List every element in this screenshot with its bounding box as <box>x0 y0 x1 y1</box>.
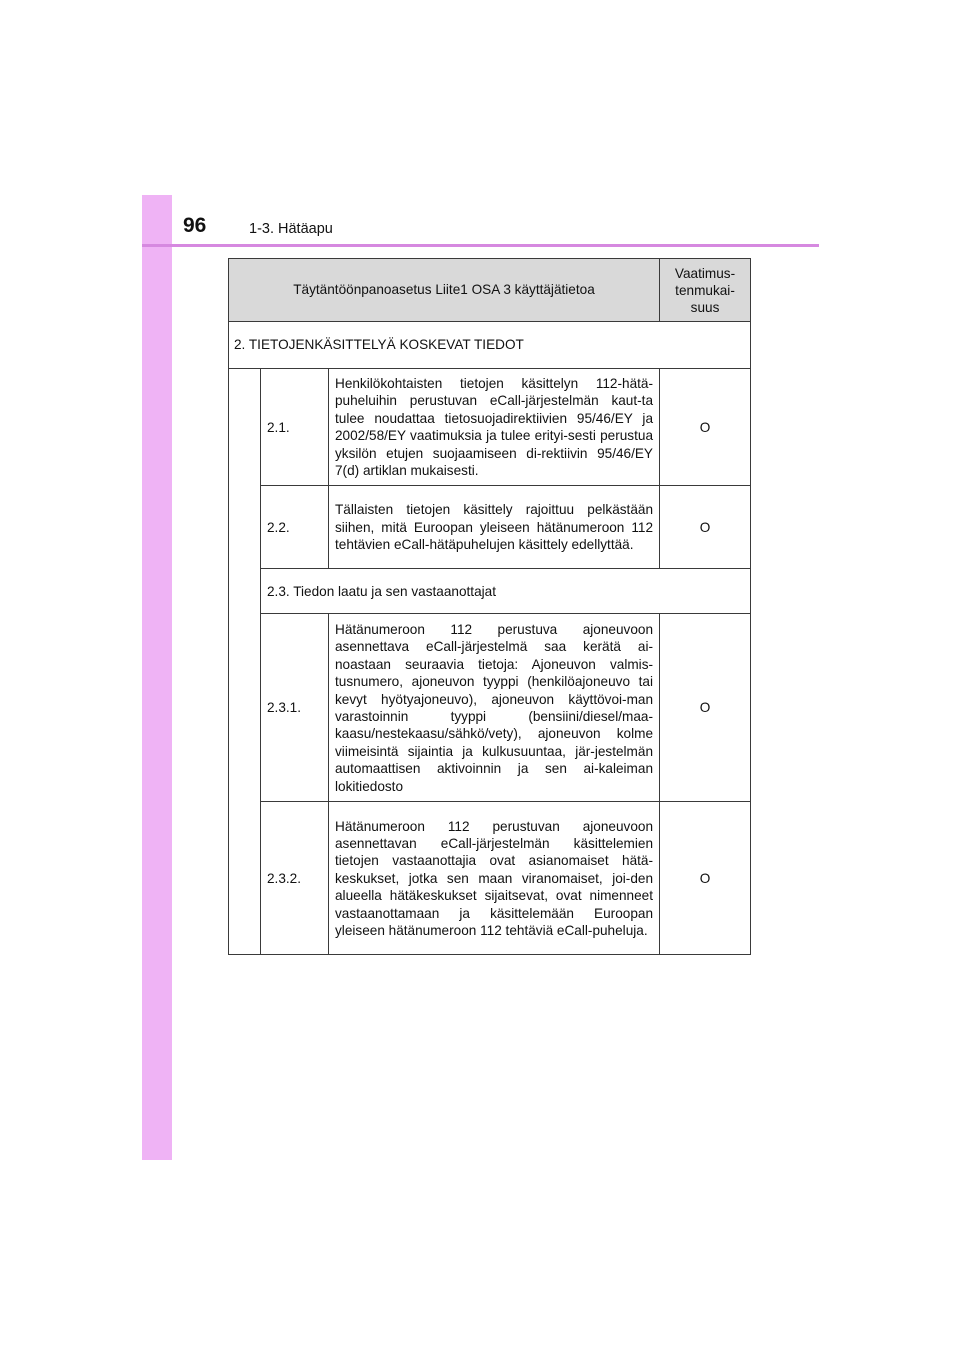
table-row <box>229 614 751 802</box>
section-heading: 2. TIETOJENKÄSITTELYÄ KOSKEVAT TIEDOT <box>229 322 751 369</box>
table-row <box>229 369 751 486</box>
row-description: Hätänumeroon 112 perustuva ajoneuvoon asennettava eCall-järjestelmä saa kerätä ai-noastaan seuraavia tietoja: Ajoneuvon valmis-tusnumero, ajoneuvon tyyppi (henkilöajoneuvo tai kevyt hyötyajoneuvo), ajoneuvon käyttövoi-man varastoinnin tyyppi (bensiini/diesel/maa-kaasu/nestekaasu/sähkö/vety), ajoneuvon kolme viimeisintä sijaintia ja kulkusuuntaa, jär-jestelmän automaattisen aktivoinnin ja sen ai-kaleiman lokitiedosto <box>329 614 660 802</box>
subsection-heading: 2.3. Tiedon laatu ja sen vastaanottajat <box>261 569 751 614</box>
indent-cell <box>229 369 261 955</box>
row-compliance: O <box>660 802 751 955</box>
requirements-table <box>228 258 751 955</box>
header-rule <box>142 244 819 247</box>
row-number: 2.3.1. <box>261 614 329 802</box>
row-number: 2.1. <box>261 369 329 486</box>
column-header-requirement: Täytäntöönpanoasetus Liite1 OSA 3 käyttäjätietoa <box>229 259 660 322</box>
table-row <box>229 486 751 569</box>
table-header-row <box>229 259 751 322</box>
subsection-row <box>229 569 751 614</box>
row-number: 2.2. <box>261 486 329 569</box>
row-compliance: O <box>660 614 751 802</box>
row-description: Henkilökohtaisten tietojen käsittelyn 112-hätä-puheluihin perustuvan eCall-järjestelmän kaut-ta tulee noudattaa tietosuojadirektiivien 95/46/EY ja 2002/58/EY vaatimuksia ja tulee erityi-sesti perustua yksilön etujen suojaamiseen di-rektiivin 95/46/EY 7(d) artiklan mukaisesti. <box>329 369 660 486</box>
section-title: 1-3. Hätäapu <box>249 221 333 237</box>
page-number: 96 <box>183 214 207 237</box>
row-description: Tällaisten tietojen käsittely rajoittuu pelkästään siihen, mitä Euroopan yleiseen hätänumeroon 112 tehtävien eCall-hätäpuhelujen käsittely edellyttää. <box>329 486 660 569</box>
section-row <box>229 322 751 369</box>
table-row <box>229 802 751 955</box>
row-description: Hätänumeroon 112 perustuvan ajoneuvoon asennettavan eCall-järjestelmän käsittelemien tietojen vastaanottajia ovat asianomaiset hätä-keskukset, jotka sen maan viranomaiset, joi-den alueella hätäkeskukset sijaitsevat, ovat nimenneet vastaanottamaan ja käsittelemään Euroopan yleiseen hätänumeroon 112 tehtäviä eCall-puheluja. <box>329 802 660 955</box>
row-compliance: O <box>660 369 751 486</box>
side-color-strip <box>142 195 172 1160</box>
row-number: 2.3.2. <box>261 802 329 955</box>
row-compliance: O <box>660 486 751 569</box>
column-header-compliance: Vaatimus- tenmukai- suus <box>660 259 751 322</box>
